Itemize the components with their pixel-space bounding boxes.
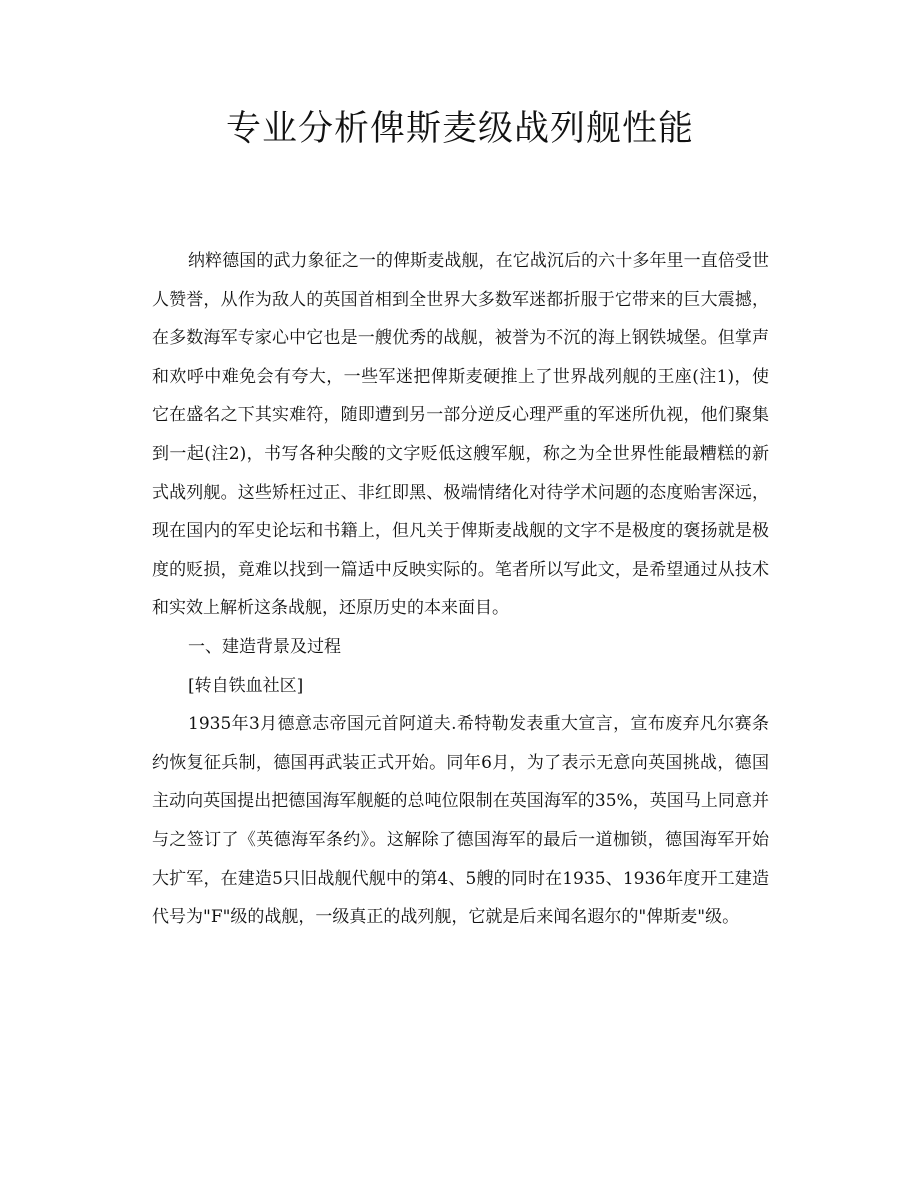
document-body	[152, 242, 769, 937]
page-title: 专业分析俾斯麦级战列舰性能	[225, 109, 694, 149]
section-heading: 一、建造背景及过程	[188, 636, 341, 657]
source-note: [转自铁血社区]	[188, 675, 304, 696]
history-paragraph: 1935年3月德意志帝国元首阿道夫.希特勒发表重大宣言，宣布废弃凡尔赛条约恢复征兵制，德国再武装正式开始。同年6月，为了表示无意向英国挑战，德国主动向英国提出把德国海军舰艇的总吨位限制在英国海军的35%，英国马上同意并与之签订了《英德海军条约》。这解除了德国海军的最后一道枷锁，德国海军开始大扩军，在建造5只旧战舰代舰中的第4、5艘的同时在1935、1936年度开工建造代号为"F"级的战舰，一级真正的战列舰，它就是后来闻名遐尔的"俾斯麦"级。	[152, 714, 769, 928]
intro-paragraph: 纳粹德国的武力象征之一的俾斯麦战舰，在它战沉后的六十多年里一直倍受世人赞誉，从作为敌人的英国首相到全世界大多数军迷都折服于它带来的巨大震撼，在多数海军专家心中它也是一艘优秀的战舰，被誉为不沉的海上钢铁城堡。但掌声和欢呼中难免会有夸大，一些军迷把俾斯麦硬推上了世界战列舰的王座(注1)，使它在盛名之下其实难符，随即遭到另一部分逆反心理严重的军迷所仇视，他们聚集到一起(注2)，书写各种尖酸的文字贬低这艘军舰，称之为全世界性能最糟糕的新式战列舰。这些矫枉过正、非红即黑、极端情绪化对待学术问题的态度贻害深远，现在国内的军史论坛和书籍上，但凡关于俾斯麦战舰的文字不是极度的褒扬就是极度的贬损，竟难以找到一篇适中反映实际的。笔者所以写此文，是希望通过从技术和实效上解析这条战舰，还原历史的本来面目。	[152, 251, 769, 619]
